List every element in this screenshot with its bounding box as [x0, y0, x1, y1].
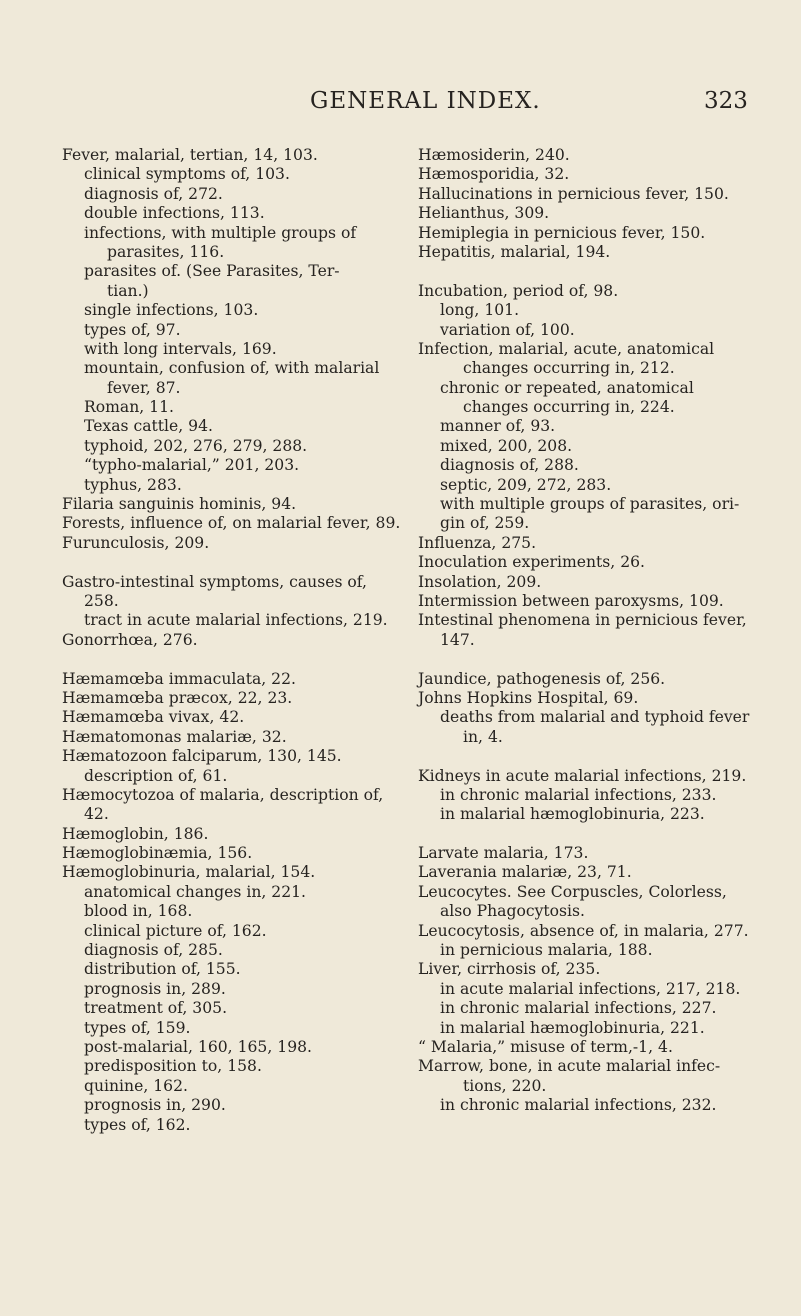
index-entry: Hepatitis, malarial, 194. [418, 242, 611, 261]
index-subentry: distribution of, 155. [84, 960, 241, 979]
index-entry: Influenza, 275. [418, 533, 537, 552]
index-subentry: diagnosis of, 285. [84, 941, 223, 960]
entry-gap [418, 825, 796, 844]
index-entry: Inoculation experiments, 26. [418, 553, 646, 572]
index-subentry: post-malarial, 160, 165, 198. [84, 1037, 312, 1056]
index-subentry: 147. [440, 630, 475, 649]
index-subentry: predisposition to, 158. [84, 1057, 262, 1076]
index-subentry: clinical symptoms of, 103. [84, 165, 290, 184]
index-subentry: prognosis in, 289. [84, 979, 226, 998]
index-subentry: Roman, 11. [84, 398, 174, 417]
index-entry: Laverania malariæ, 23, 71. [418, 863, 632, 882]
index-subentry: diagnosis of, 288. [440, 456, 579, 475]
running-head [0, 88, 801, 122]
index-entry: Hæmamœba immaculata, 22. [62, 669, 296, 688]
index-subentry: mountain, confusion of, with malarial [84, 359, 380, 378]
index-entry: Intestinal phenomena in pernicious fever, [418, 611, 747, 630]
index-subentry: anatomical changes in, 221. [84, 882, 306, 901]
index-subentry: Texas cattle, 94. [84, 417, 213, 436]
index-entry: Hæmocytozoa of malaria, description of, [62, 785, 384, 804]
index-subentry: types of, 159. [84, 1018, 191, 1037]
index-subentry: in chronic malarial infections, 232. [440, 1096, 717, 1115]
index-subentry: gin of, 259. [440, 514, 530, 533]
index-entry: Hæmoglobinæmia, 156. [62, 844, 253, 863]
index-subentry: changes occurring in, 224. [463, 398, 675, 417]
entry-gap [418, 650, 796, 669]
index-subentry: blood in, 168. [84, 902, 193, 921]
index-subentry: typhus, 283. [84, 475, 182, 494]
index-subentry: 42. [84, 805, 109, 824]
index-entry: Hemiplegia in pernicious fever, 150. [418, 223, 706, 242]
index-entry: Kidneys in acute malarial infections, 219. [418, 766, 747, 785]
index-subentry: in chronic malarial infections, 227. [440, 999, 717, 1018]
index-entry: Forests, influence of, on malarial fever, 89. [62, 514, 401, 533]
index-entry: Helianthus, 309. [418, 204, 550, 223]
index-subentry: diagnosis of, 272. [84, 184, 223, 203]
index-subentry: tions, 220. [463, 1076, 547, 1095]
index-subentry: in, 4. [463, 727, 503, 746]
index-subentry: 258. [84, 591, 119, 610]
index-subentry: single infections, 103. [84, 301, 259, 320]
index-subentry: manner of, 93. [440, 417, 556, 436]
index-entry: Incubation, period of, 98. [418, 281, 619, 300]
index-subentry: in malarial hæmoglobinuria, 223. [440, 805, 705, 824]
index-subentry: mixed, 200, 208. [440, 436, 573, 455]
index-subentry: typhoid, 202, 276, 279, 288. [84, 436, 308, 455]
index-subentry: tian.) [107, 281, 149, 300]
index-entry: Hæmoglobinuria, malarial, 154. [62, 863, 316, 882]
index-subentry: chronic or repeated, anatomical [440, 378, 694, 397]
index-subentry: “typho-malarial,” 201, 203. [84, 456, 300, 475]
index-entry: Marrow, bone, in acute malarial infec- [418, 1057, 721, 1076]
index-subentry: also Phagocytosis. [440, 902, 585, 921]
index-subentry: quinine, 162. [84, 1076, 188, 1095]
index-subentry: in pernicious malaria, 188. [440, 941, 653, 960]
index-subentry: in malarial hæmoglobinuria, 221. [440, 1018, 705, 1037]
index-subentry: septic, 209, 272, 283. [440, 475, 612, 494]
index-subentry: types of, 162. [84, 1115, 191, 1134]
index-subentry: deaths from malarial and typhoid fever [440, 708, 750, 727]
index-subentry: prognosis in, 290. [84, 1096, 226, 1115]
index-entry: Hæmosporidia, 32. [418, 165, 570, 184]
index-entry: Filaria sanguinis hominis, 94. [62, 495, 297, 514]
index-subentry: types of, 97. [84, 320, 181, 339]
page-number: 323 [704, 88, 748, 114]
entry-gap [62, 553, 384, 572]
index-entry: Intermission between paroxysms, 109. [418, 591, 724, 610]
index-subentry: infections, with multiple groups of [84, 223, 357, 242]
index-entry: Hæmamœba vivax, 42. [62, 708, 245, 727]
index-entry: Johns Hopkins Hospital, 69. [418, 688, 639, 707]
index-entry: Jaundice, pathogenesis of, 256. [418, 669, 666, 688]
index-entry: Furunculosis, 209. [62, 533, 210, 552]
index-subentry: with long intervals, 169. [84, 339, 277, 358]
index-subentry: changes occurring in, 212. [463, 359, 675, 378]
index-subentry: in acute malarial infections, 217, 218. [440, 979, 741, 998]
running-title: GENERAL INDEX. [310, 88, 541, 114]
index-entry: Hæmoglobin, 186. [62, 824, 209, 843]
index-subentry: parasites of. (See Parasites, Ter- [84, 262, 340, 281]
entry-gap [62, 650, 384, 669]
index-subentry: tract in acute malarial infections, 219. [84, 611, 388, 630]
index-entry: Fever, malarial, tertian, 14, 103. [62, 146, 318, 164]
index-subentry: long, 101. [440, 301, 520, 320]
index-subentry: parasites, 116. [107, 242, 225, 261]
index-column-left [62, 146, 401, 1135]
index-entry: Larvate malaria, 173. [418, 844, 589, 863]
index-subentry: description of, 61. [84, 766, 228, 785]
index-entry: Gonorrhœa, 276. [62, 630, 198, 649]
index-subentry: variation of, 100. [440, 320, 575, 339]
index-column-right [418, 146, 796, 1116]
index-subentry: in chronic malarial infections, 233. [440, 785, 717, 804]
index-entry: Hæmatozoon falciparum, 130, 145. [62, 747, 342, 766]
index-subentry: treatment of, 305. [84, 999, 228, 1018]
index-entry: Insolation, 209. [418, 572, 542, 591]
index-entry: Leucocytosis, absence of, in malaria, 277. [418, 921, 749, 940]
entry-gap [418, 262, 796, 281]
index-entry: Hæmamœba præcox, 22, 23. [62, 688, 293, 707]
entry-gap [418, 747, 796, 766]
index-entry: Hallucinations in pernicious fever, 150. [418, 184, 729, 203]
index-entry: Leucocytes. See Corpuscles, Colorless, [418, 882, 727, 901]
index-entry: Gastro-intestinal symptoms, causes of, [62, 572, 367, 591]
index-subentry: double infections, 113. [84, 204, 265, 223]
index-entry: Infection, malarial, acute, anatomical [418, 339, 715, 358]
index-subentry: fever, 87. [107, 378, 181, 397]
index-entry: Hæmatomonas malariæ, 32. [62, 727, 287, 746]
index-entry: Liver, cirrhosis of, 235. [418, 960, 601, 979]
index-subentry: with multiple groups of parasites, ori- [440, 495, 740, 514]
index-entry: Hæmosiderin, 240. [418, 146, 570, 164]
index-subentry: clinical picture of, 162. [84, 921, 267, 940]
index-entry: “ Malaria,” misuse of term,-1, 4. [418, 1037, 673, 1056]
